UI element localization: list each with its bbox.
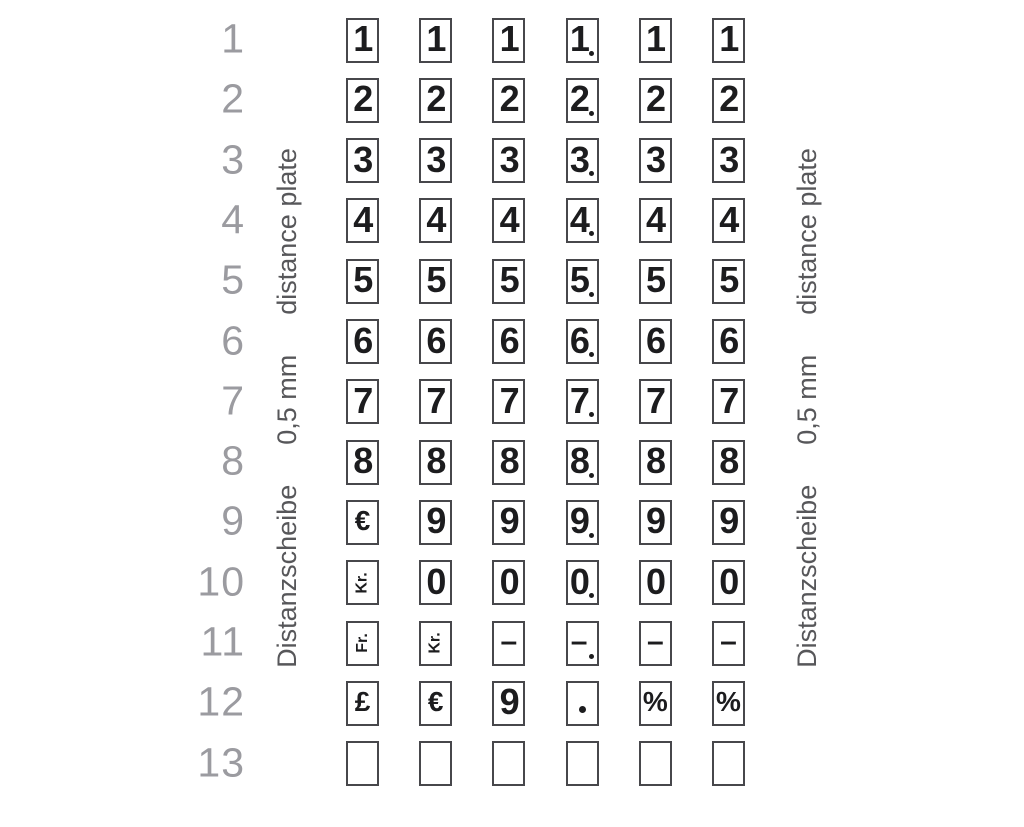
character-cell [566, 259, 599, 304]
character-cell [639, 259, 672, 304]
cell-glyph: € [427, 686, 444, 718]
side-caption-segment-thickness: 0,5 mm [791, 354, 822, 445]
character-cell [419, 259, 452, 304]
character-cell [492, 379, 525, 424]
character-cell [639, 319, 672, 364]
decimal-dot [589, 533, 594, 538]
character-cell [712, 621, 745, 666]
character-cell [419, 681, 452, 726]
cell-glyph: 4 [353, 198, 372, 240]
character-cell [492, 18, 525, 63]
character-cell [639, 18, 672, 63]
character-cell [712, 440, 745, 485]
character-cell [712, 18, 745, 63]
cell-glyph: 5 [426, 259, 445, 301]
decimal-dot [589, 593, 594, 598]
cell-glyph: 0 [426, 560, 445, 602]
cell-glyph: 8 [646, 440, 665, 482]
cell-glyph: 2 [426, 78, 445, 120]
row-number: 9 [221, 498, 245, 545]
character-cell [566, 560, 599, 605]
cell-glyph: 0 [646, 560, 665, 602]
decimal-dot [579, 706, 586, 713]
row-number: 8 [221, 437, 245, 484]
character-cell [419, 379, 452, 424]
character-cell [639, 560, 672, 605]
cell-glyph: 1 [353, 18, 372, 59]
character-cell [419, 78, 452, 123]
cell-glyph: – [500, 625, 518, 658]
row-number: 2 [221, 75, 245, 122]
character-cell [712, 138, 745, 183]
cell-glyph: 3 [569, 138, 589, 180]
decimal-dot [589, 473, 594, 478]
cell-glyph: % [642, 686, 668, 718]
character-cell [492, 741, 525, 786]
cell-glyph: 4 [569, 198, 589, 240]
cell-glyph: 7 [499, 379, 519, 421]
cell-glyph: 4 [499, 198, 519, 240]
cell-glyph: 2 [499, 78, 519, 120]
cell-glyph: € [354, 505, 371, 537]
character-cell [639, 138, 672, 183]
character-cell [492, 440, 525, 485]
cell-glyph: – [570, 625, 588, 658]
character-cell [712, 560, 745, 605]
cell-glyph: 3 [719, 138, 738, 180]
decimal-dot [589, 352, 594, 357]
row-number: 7 [221, 377, 245, 424]
cell-glyph: Kr. [426, 632, 444, 654]
decimal-dot [589, 412, 594, 417]
character-cell [566, 621, 599, 666]
character-cell [419, 440, 452, 485]
cell-glyph: 0 [499, 560, 519, 602]
cell-glyph: 7 [353, 379, 372, 421]
character-cell [346, 138, 379, 183]
character-cell [712, 259, 745, 304]
character-cell [346, 440, 379, 485]
row-number: 4 [221, 196, 245, 243]
character-cell [419, 621, 452, 666]
character-cell [419, 560, 452, 605]
character-cell [639, 741, 672, 786]
row-number: 11 [200, 618, 245, 665]
cell-glyph: 3 [499, 138, 519, 180]
cell-glyph: 1 [719, 18, 738, 59]
cell-glyph: 4 [426, 198, 445, 240]
cell-glyph: 8 [499, 440, 519, 482]
character-cell [492, 259, 525, 304]
character-cell [492, 621, 525, 666]
character-cell [566, 198, 599, 243]
character-cell [492, 681, 525, 726]
cell-glyph: 7 [646, 379, 665, 421]
character-cell [419, 18, 452, 63]
side-caption-right [792, 148, 822, 668]
character-cell [639, 621, 672, 666]
character-cell [346, 741, 379, 786]
cell-glyph: 5 [646, 259, 665, 301]
cell-glyph: 5 [353, 259, 372, 301]
row-number: 3 [221, 136, 245, 183]
character-cell [639, 198, 672, 243]
character-cell [492, 78, 525, 123]
character-cell [419, 319, 452, 364]
cell-glyph: 2 [353, 78, 372, 120]
character-cell [346, 18, 379, 63]
side-caption-segment-distance-plate: distance plate [271, 148, 302, 315]
character-cell [712, 500, 745, 545]
row-number: 12 [197, 678, 245, 725]
cell-glyph: – [646, 625, 664, 658]
cell-glyph: 8 [353, 440, 372, 482]
character-cell [712, 681, 745, 726]
character-cell [346, 379, 379, 424]
cell-glyph: 6 [719, 319, 738, 361]
cell-glyph: 7 [569, 379, 589, 421]
character-cell [346, 78, 379, 123]
character-cell [566, 379, 599, 424]
cell-glyph: 0 [569, 560, 589, 602]
character-cell [566, 681, 599, 726]
character-cell [712, 78, 745, 123]
character-cell [712, 379, 745, 424]
cell-glyph: % [716, 686, 741, 718]
cell-glyph: Kr. [353, 572, 371, 594]
character-cell [566, 319, 599, 364]
character-cell [346, 621, 379, 666]
character-cell [639, 78, 672, 123]
cell-glyph: 9 [426, 500, 445, 542]
cell-glyph: 8 [569, 440, 589, 482]
cell-glyph: 2 [646, 78, 665, 120]
cell-glyph: 6 [353, 319, 372, 361]
cell-glyph: 5 [719, 259, 738, 301]
row-number: 13 [197, 739, 245, 786]
character-cell [346, 198, 379, 243]
character-cell [419, 741, 452, 786]
side-caption-left [272, 148, 302, 668]
character-cell [566, 741, 599, 786]
decimal-dot [589, 111, 594, 116]
cell-glyph: 3 [353, 138, 372, 180]
cell-glyph: 1 [499, 18, 519, 59]
row-number: 1 [221, 15, 245, 62]
cell-glyph: 5 [569, 259, 589, 301]
character-cell [639, 681, 672, 726]
character-cell [566, 138, 599, 183]
decimal-dot [589, 51, 594, 56]
cell-glyph: 9 [499, 500, 519, 542]
cell-glyph: 9 [499, 681, 519, 723]
decimal-dot [589, 292, 594, 297]
cell-glyph: 1 [646, 18, 665, 59]
cell-glyph: 6 [569, 319, 589, 361]
character-cell [566, 440, 599, 485]
character-cell [492, 319, 525, 364]
row-number: 10 [197, 558, 245, 605]
decimal-dot [589, 231, 594, 236]
cell-glyph: 4 [646, 198, 665, 240]
cell-glyph: 1 [426, 18, 445, 59]
side-caption-segment-distance-plate: distance plate [791, 148, 822, 315]
decimal-dot [589, 654, 594, 659]
cell-glyph: 0 [719, 560, 738, 602]
character-cell [712, 319, 745, 364]
character-cell [492, 138, 525, 183]
cell-glyph: 6 [499, 319, 519, 361]
side-caption-segment-distanzscheibe: Distanzscheibe [791, 484, 822, 668]
character-cell [639, 440, 672, 485]
character-cell [419, 138, 452, 183]
cell-glyph: 2 [569, 78, 589, 120]
character-cell [566, 78, 599, 123]
character-cell [419, 198, 452, 243]
cell-glyph: 8 [719, 440, 738, 482]
character-cell [419, 500, 452, 545]
cell-glyph: 9 [719, 500, 738, 542]
cell-glyph: 9 [646, 500, 665, 542]
cell-glyph: 6 [646, 319, 665, 361]
character-cell [712, 198, 745, 243]
cell-glyph: – [720, 625, 737, 658]
cell-glyph: 7 [426, 379, 445, 421]
cell-glyph: 4 [719, 198, 738, 240]
character-cell [346, 560, 379, 605]
character-cell [492, 500, 525, 545]
cell-glyph: 3 [646, 138, 665, 180]
character-cell [639, 379, 672, 424]
character-cell [492, 560, 525, 605]
cell-glyph: 9 [569, 500, 589, 542]
character-cell [566, 18, 599, 63]
character-cell [492, 198, 525, 243]
cell-glyph: 3 [426, 138, 445, 180]
character-cell [566, 500, 599, 545]
character-cell [346, 319, 379, 364]
character-cell [639, 500, 672, 545]
character-cell [346, 681, 379, 726]
cell-glyph: Fr. [353, 633, 371, 653]
character-cell [712, 741, 745, 786]
cell-glyph: 5 [499, 259, 519, 301]
cell-glyph: 8 [426, 440, 445, 482]
row-number: 5 [221, 256, 245, 303]
cell-glyph: 1 [569, 18, 589, 59]
cell-glyph: 6 [426, 319, 445, 361]
character-cell [346, 500, 379, 545]
character-cell [346, 259, 379, 304]
decimal-dot [589, 171, 594, 176]
cell-glyph: 2 [719, 78, 738, 120]
cell-glyph: £ [354, 686, 371, 718]
side-caption-segment-thickness: 0,5 mm [271, 354, 302, 445]
row-number: 6 [221, 317, 245, 364]
cell-glyph: 7 [719, 379, 738, 421]
side-caption-segment-distanzscheibe: Distanzscheibe [271, 484, 302, 668]
